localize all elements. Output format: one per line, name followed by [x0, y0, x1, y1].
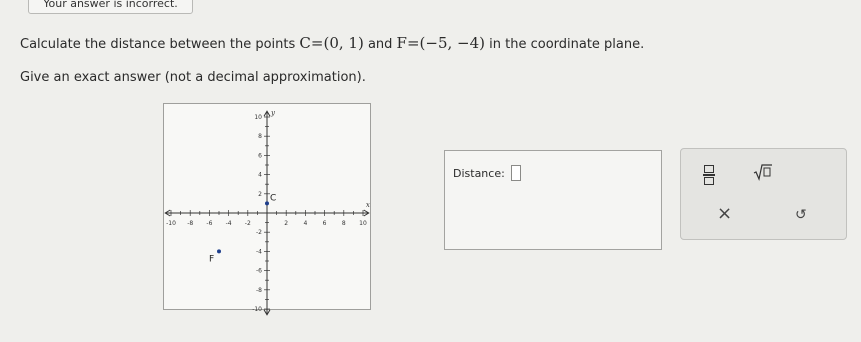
- point-f-label: F: [209, 254, 215, 265]
- fraction-bar: [703, 174, 715, 176]
- question-line-1: [20, 34, 644, 52]
- x-tick-label: -8: [187, 220, 194, 227]
- x-tick-label: -2: [244, 220, 251, 227]
- x-tick-label: -4: [225, 220, 232, 227]
- distance-input[interactable]: [511, 165, 521, 181]
- y-tick-label: 10: [254, 114, 262, 121]
- graph-svg: [164, 104, 370, 313]
- x-tick-label: 2: [284, 220, 289, 227]
- y-tick-label: -4: [256, 248, 262, 256]
- clear-button[interactable]: ×: [717, 203, 733, 224]
- point-c-text: C=(0, 1): [299, 34, 364, 52]
- point-c-label: C: [270, 193, 277, 204]
- y-tick-label: 8: [258, 133, 262, 141]
- distance-label: Distance:: [453, 167, 505, 180]
- fraction-numerator-box: [704, 165, 714, 173]
- question-suffix: in the coordinate plane.: [489, 37, 645, 52]
- y-tick-label: -6: [256, 267, 262, 275]
- y-tick-label: -8: [256, 286, 262, 294]
- x-tick-label: 6: [322, 220, 327, 227]
- fraction-denominator-box: [704, 177, 714, 185]
- sqrt-glyph: [753, 163, 773, 181]
- y-tick-label: 4: [258, 171, 262, 179]
- answer-panel: [444, 150, 662, 250]
- point-f-dot: [217, 249, 221, 253]
- y-axis-label: y: [271, 109, 275, 118]
- point-c-dot: [265, 201, 269, 205]
- y-tick-label: -2: [256, 229, 262, 237]
- incorrect-banner: Your answer is incorrect.: [28, 0, 193, 14]
- x-tick-label: -6: [206, 220, 213, 227]
- question-prefix: Calculate the distance between the points: [20, 37, 296, 52]
- question-and: and: [367, 37, 393, 52]
- coordinate-graph: [163, 103, 371, 313]
- x-tick-label: 4: [303, 220, 308, 227]
- question-line-2: Give an exact answer (not a decimal approximation).: [20, 70, 366, 85]
- undo-button[interactable]: ↺: [795, 207, 807, 223]
- x-axis-label: x: [365, 201, 370, 209]
- y-tick-label: 6: [258, 152, 262, 160]
- sqrt-icon[interactable]: [753, 163, 773, 181]
- y-tick-label: 2: [258, 190, 262, 198]
- x-tick-label: 10: [359, 220, 367, 227]
- math-keypad: [680, 148, 847, 240]
- fraction-icon[interactable]: [703, 163, 715, 187]
- point-f-text: F=(−5, −4): [396, 34, 485, 52]
- y-tick-label: -10: [252, 306, 262, 313]
- x-tick-label: -10: [166, 220, 176, 227]
- x-tick-label: 8: [341, 220, 346, 227]
